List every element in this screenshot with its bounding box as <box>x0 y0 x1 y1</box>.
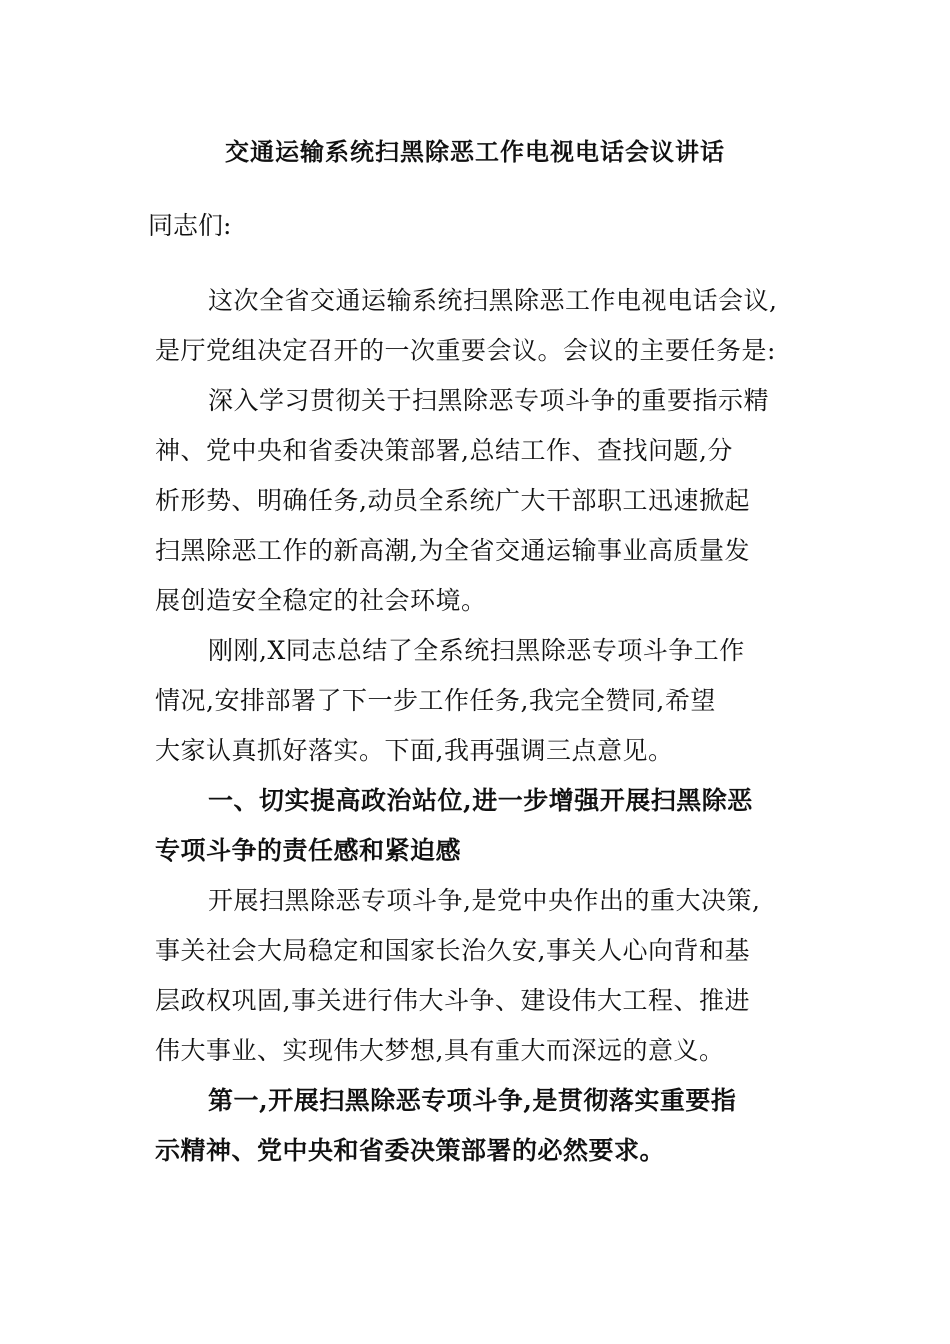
document-title: 交通运输系统扫黑除恶工作电视电话会议讲话 <box>225 137 725 166</box>
paragraph-line: 情况,安排部署了下一步工作任务,我完全赞同,希望 <box>155 686 716 715</box>
paragraph-line: 大家认真抓好落实。下面,我再强调三点意见。 <box>155 736 674 765</box>
paragraph-line: 事关社会大局稳定和国家长治久安,事关人心向背和基 <box>155 936 750 965</box>
heading-line: 一、切实提高政治站位,进一步增强开展扫黑除恶 <box>208 786 753 815</box>
paragraph-line: 扫黑除恶工作的新高潮,为全省交通运输事业高质量发 <box>155 536 750 565</box>
paragraph-line: 析形势、明确任务,动员全系统广大干部职工迅速掀起 <box>155 486 750 515</box>
paragraph-line: 是厅党组决定召开的一次重要会议。会议的主要任务是: <box>155 336 776 365</box>
bold-line: 第一,开展扫黑除恶专项斗争,是贯彻落实重要指 <box>208 1086 737 1115</box>
paragraph-line: 层政权巩固,事关进行伟大斗争、建设伟大工程、推进 <box>155 986 750 1015</box>
paragraph-line: 神、党中央和省委决策部署,总结工作、查找问题,分 <box>155 436 733 465</box>
paragraph-line: 深入学习贯彻关于扫黑除恶专项斗争的重要指示精 <box>208 386 770 415</box>
paragraph-line: 开展扫黑除恶专项斗争,是党中央作出的重大决策, <box>208 886 761 915</box>
salutation: 同志们: <box>148 211 232 240</box>
heading-line: 专项斗争的责任感和紧迫感 <box>155 836 462 865</box>
bold-line: 示精神、党中央和省委决策部署的必然要求。 <box>155 1136 666 1165</box>
paragraph-line: 展创造安全稳定的社会环境。 <box>155 586 487 615</box>
paragraph-line: 这次全省交通运输系统扫黑除恶工作电视电话会议, <box>208 286 778 315</box>
paragraph-line: 刚刚,X同志总结了全系统扫黑除恶专项斗争工作 <box>208 636 745 665</box>
paragraph-line: 伟大事业、实现伟大梦想,具有重大而深远的意义。 <box>155 1036 725 1065</box>
